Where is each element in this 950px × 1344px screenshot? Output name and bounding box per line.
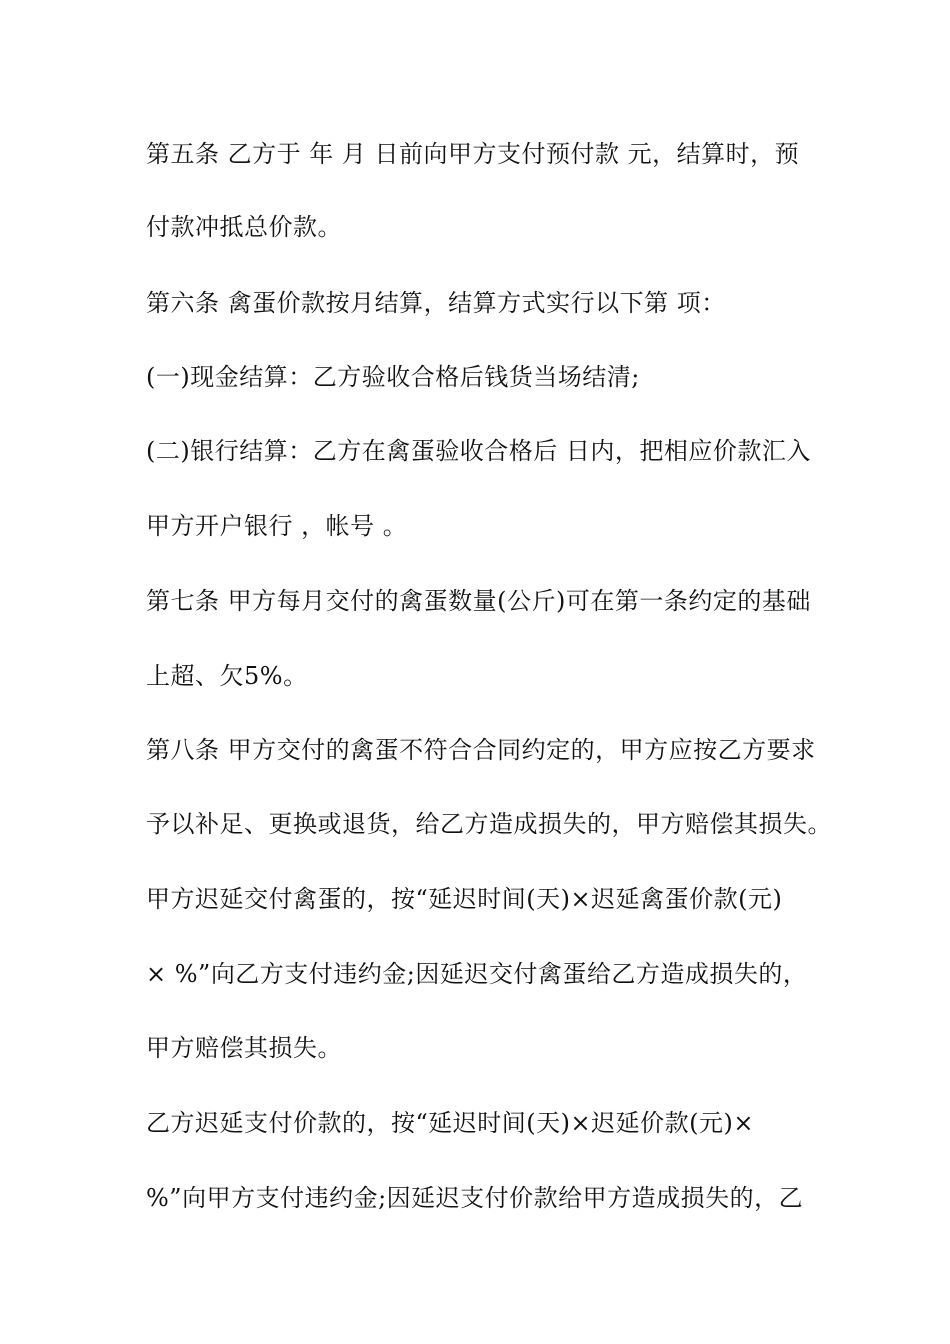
text-line-9: 第八条 甲方交付的禽蛋不符合合同约定的，甲方应按乙方要求: [146, 736, 816, 764]
text-line-15: %”向甲方支付违约金;因延迟支付价款给甲方造成损失的，乙: [146, 1184, 804, 1212]
text-line-10: 予以补足、更换或退货，给乙方造成损失的，甲方赔偿其损失。: [146, 810, 832, 838]
text-line-3: 第六条 禽蛋价款按月结算，结算方式实行以下第 项：: [146, 289, 726, 317]
text-line-11: 甲方迟延交付禽蛋的，按“延迟时间(天)×迟延禽蛋价款(元): [146, 885, 783, 913]
text-line-1: 第五条 乙方于 年 月 日前向甲方支付预付款 元，结算时，预: [146, 140, 800, 168]
text-line-13: 甲方赔偿其损失。: [146, 1034, 342, 1062]
text-line-4: (一)现金结算：乙方验收合格后钱货当场结清;: [146, 363, 640, 391]
text-line-14: 乙方迟延支付价款的，按“延迟时间(天)×迟延价款(元)×: [146, 1109, 754, 1137]
text-line-2: 付款冲抵总价款。: [146, 213, 342, 241]
text-line-7: 第七条 甲方每月交付的禽蛋数量(公斤)可在第一条约定的基础: [146, 587, 811, 615]
text-line-5: (二)银行结算：乙方在禽蛋验收合格后 日内，把相应价款汇入: [146, 437, 811, 465]
text-line-8: 上超、欠5%。: [146, 662, 308, 690]
text-line-12: × %”向乙方支付违约金;因延迟交付禽蛋给乙方造成损失的，: [146, 960, 808, 988]
text-line-6: 甲方开户银行 ，帐号 。: [146, 512, 408, 540]
